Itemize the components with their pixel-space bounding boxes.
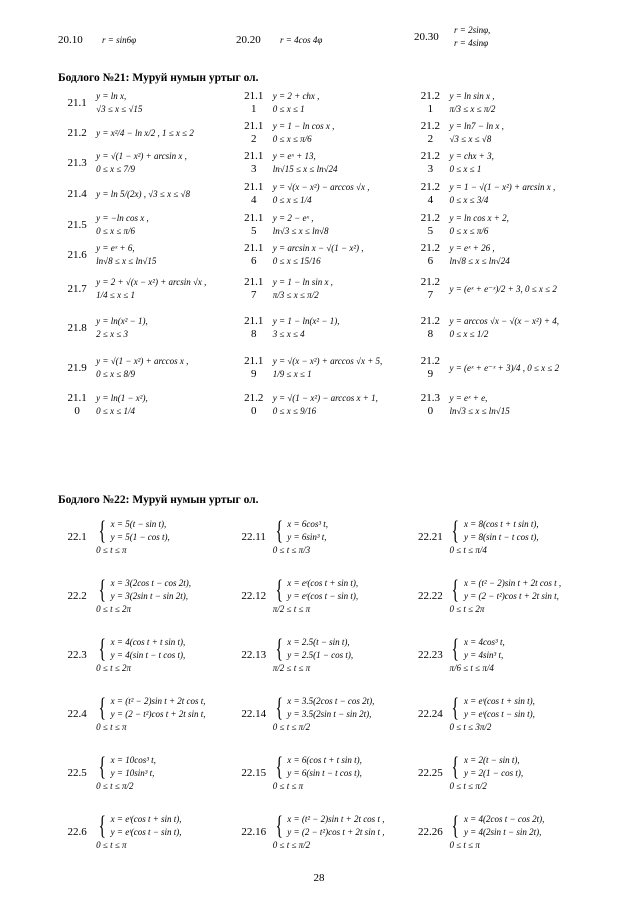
problem-parametric (449, 567, 588, 626)
table-row (58, 210, 588, 240)
problem-formula (273, 88, 412, 118)
problem-number: 21.2 9 (420, 355, 440, 380)
problem-formula-line: y = chx + 3, (449, 151, 494, 161)
problem-number: 21.1 0 (67, 392, 87, 417)
left-brace: { (98, 811, 107, 840)
table-row (58, 685, 588, 744)
system-line: x = (t² − 2)sin t + 2t cos t , (287, 814, 385, 824)
problem-parametric (273, 744, 412, 803)
problem-formula-line: 0 ≤ x ≤ 1/2 (449, 329, 489, 339)
system-line: x = 10cos³ t, (110, 755, 156, 765)
parameter-range: 0 ≤ t ≤ π/2 (272, 840, 311, 850)
problem-number: 21.2 6 (420, 242, 440, 267)
problem-formula (449, 88, 588, 118)
problem-formula-line: y = (eˣ + e⁻ˣ)/2 + 3, 0 ≤ x ≤ 2 (449, 283, 557, 294)
system-line: y = 3(2sin t − sin 2t), (110, 591, 189, 601)
equation-system (449, 636, 588, 662)
section22-heading: Бодлого №22: Муруй нумын уртыг ол. (58, 494, 259, 506)
problem-formula (96, 210, 235, 240)
problem-formula: r = sin6φ (102, 35, 137, 45)
system-line: y = 6(sin t − t cos t), (287, 768, 362, 778)
problem-number: 21.2 0 (244, 392, 264, 417)
parameter-range: 0 ≤ t ≤ π (96, 840, 127, 850)
system-line: y = 10sin³ t, (110, 768, 155, 778)
problem-formula-line: y = ln(1 − x²), (96, 393, 148, 403)
parameter-range: 0 ≤ t ≤ 2π (96, 604, 132, 614)
system-line: x = (t² − 2)sin t + 2t cos t, (110, 696, 206, 706)
equation-system (273, 636, 412, 662)
problem-parametric (96, 626, 235, 685)
problem-number: 21.1 3 (244, 150, 264, 175)
problem-formula-line: y = ln(x² − 1), (96, 316, 148, 326)
table-row (58, 626, 588, 685)
left-brace: { (451, 634, 460, 663)
equation-system (449, 577, 588, 603)
table-row (58, 744, 588, 803)
problem-number: 21.2 7 (420, 276, 440, 301)
problem-number: 21.2 4 (420, 181, 440, 206)
problem-formula-line: y = ln 5/(2x) , √3 ≤ x ≤ √8 (96, 188, 190, 199)
problem-number: 22.1 (67, 531, 87, 543)
problem-number: 22.11 (241, 531, 266, 543)
problem-formula-line: y = √(x − x²) + arccos √x + 5, (272, 356, 383, 366)
problem-formula (273, 388, 412, 422)
problem-number: 21.2 3 (420, 150, 440, 175)
system-lines (287, 695, 374, 721)
system-line: x = 4cos³ t, (463, 637, 505, 647)
system-lines (111, 636, 186, 662)
problem-parametric (449, 744, 588, 803)
problem-parametric (273, 626, 412, 685)
problem-number: 21.4 (67, 187, 87, 200)
left-brace: { (98, 516, 107, 545)
problem-formula-line: y = x²/4 − ln x/2 , 1 ≤ x ≤ 2 (96, 127, 194, 138)
problem-formula (96, 270, 235, 308)
problem-formula-line: √3 ≤ x ≤ √8 (449, 134, 492, 144)
problem-formula (273, 210, 412, 240)
system-line: x = 8(cos t + t sin t), (463, 519, 539, 529)
problem-formula-line: y = √(1 − x²) + arcsin x , (96, 151, 187, 161)
system-lines (464, 518, 539, 544)
problem-parametric (96, 567, 235, 626)
system-line: x = 5(t − sin t), (110, 519, 167, 529)
problem-formula-line: 0 ≤ x ≤ π/6 (96, 226, 136, 236)
equation-system (273, 813, 412, 839)
problem-formula-line: r = 4sinφ (454, 38, 489, 48)
system-lines (287, 577, 358, 603)
problem-formula-line: y = ln x, (96, 91, 127, 101)
table-row (58, 118, 588, 148)
problem-number: 21.1 2 (244, 120, 264, 145)
problem-formula-line: y = ln7 − ln x , (449, 121, 504, 131)
equation-system (449, 754, 588, 780)
problem-number: 21.7 (67, 282, 87, 295)
equation-system (96, 695, 235, 721)
left-brace: { (275, 752, 283, 781)
problem-parametric (273, 803, 412, 862)
problem-parametric (273, 567, 412, 626)
problem-formula-line: 0 ≤ x ≤ 3/4 (449, 195, 489, 205)
problem-number: 22.15 (241, 767, 267, 779)
section22-table (58, 508, 588, 862)
problem-formula-line: π/3 ≤ x ≤ π/2 (272, 290, 319, 300)
problem-number: 20.10 (58, 34, 83, 46)
problem-number: 22.6 (67, 826, 87, 838)
problem-formula-line: y = arcsin x − √(1 − x²) , (272, 243, 364, 253)
equation-system (96, 636, 235, 662)
problem-number: 21.2 (67, 126, 87, 139)
system-lines (287, 754, 362, 780)
left-brace: { (98, 634, 107, 663)
equation-system (96, 754, 235, 780)
problem-formula-line: 0 ≤ x ≤ π/6 (272, 134, 312, 144)
parameter-range: 0 ≤ t ≤ π/4 (449, 545, 487, 555)
problem-formula-line: y = 1 − ln sin x , (272, 277, 333, 287)
table-row (58, 508, 588, 567)
problem-formula-line: 0 ≤ x ≤ 1 (272, 104, 305, 114)
system-line: x = 2.5(t − sin t), (287, 637, 350, 647)
problem-number: 22.3 (67, 649, 87, 661)
problem-number: 22.12 (241, 590, 267, 602)
parameter-range: 0 ≤ t ≤ π (272, 781, 304, 791)
problem-number: 21.1 8 (244, 315, 264, 340)
parameter-range: 0 ≤ t ≤ π/2 (449, 781, 487, 791)
table-row (58, 88, 588, 118)
problem-number: 20.30 (414, 31, 439, 43)
system-line: x = eᵗ(cos t + sin t), (463, 696, 535, 706)
equation-system (273, 754, 412, 780)
parameter-range: 0 ≤ t ≤ π (96, 722, 127, 732)
problem-formula-line: 0 ≤ x ≤ 7/9 (96, 164, 136, 174)
problem-formula-line: y = eˣ + 6, (96, 243, 135, 253)
problem-number: 21.5 (67, 218, 87, 231)
problem-number: 21.1 1 (244, 90, 264, 115)
left-brace: { (275, 575, 283, 604)
parameter-range: 0 ≤ t ≤ π (449, 840, 480, 850)
system-line: y = 2(1 − cos t), (463, 768, 524, 778)
problem-number: 21.2 8 (420, 315, 440, 340)
problem-parametric (273, 685, 412, 744)
left-brace: { (451, 693, 460, 722)
problem-formula-line: y = 2 + chx , (272, 91, 320, 101)
problem-formula-line: 0 ≤ x ≤ 9/16 (272, 406, 317, 416)
left-brace: { (451, 752, 460, 781)
problem-formula-line: y = eˣ + 26 , (449, 243, 495, 253)
problem-number: 21.8 (67, 321, 87, 334)
parameter-range: π/2 ≤ t ≤ π (272, 604, 311, 614)
system-line: x = 4(2cos t − cos 2t), (463, 814, 545, 824)
problem-number: 21.6 (67, 248, 87, 261)
system-lines (464, 636, 505, 662)
problem-formula-line: √3 ≤ x ≤ √15 (96, 104, 143, 114)
left-brace: { (275, 811, 283, 840)
system-line: y = 3.5(2sin t − sin 2t), (287, 709, 372, 719)
left-brace: { (98, 575, 107, 604)
problem-number: 21.1 4 (244, 181, 264, 206)
problem-formula-line: y = √(1 − x²) − arccos x + 1, (272, 393, 378, 403)
left-brace: { (98, 752, 107, 781)
problem-formula-line: ln√3 ≤ x ≤ ln√15 (449, 406, 510, 416)
table-row (58, 240, 588, 270)
equation-system (449, 813, 588, 839)
problem-number: 22.22 (418, 590, 443, 602)
problem-parametric (449, 626, 588, 685)
problem-number: 22.24 (418, 708, 443, 720)
problem-number: 21.1 5 (244, 212, 264, 237)
problem-number: 21.3 (67, 156, 87, 169)
problem-number: 22.16 (241, 826, 267, 838)
problem-formula-line: 2 ≤ x ≤ 3 (96, 329, 129, 339)
system-line: y = 4(2sin t − sin 2t), (463, 827, 542, 837)
system-line: y = 2.5(1 − cos t), (287, 650, 354, 660)
equation-system (96, 577, 235, 603)
system-line: y = (2 − t²)cos t + 2t sin t , (287, 827, 385, 837)
parameter-range: 0 ≤ t ≤ 3π/2 (449, 722, 492, 732)
problem-parametric (96, 744, 235, 803)
problem-formula (96, 348, 235, 388)
system-line: y = (2 − t²)cos t + 2t sin t, (110, 709, 206, 719)
table-row (58, 308, 588, 348)
system-lines (111, 754, 156, 780)
equation-system (449, 518, 588, 544)
problem-number: 20.20 (236, 34, 261, 46)
system-line: y = 8(sin t − t cos t), (463, 532, 539, 542)
system-lines (111, 695, 206, 721)
problem-formula (96, 388, 235, 422)
problem-number: 22.13 (241, 649, 267, 661)
left-brace: { (275, 693, 283, 722)
problem-formula (449, 270, 588, 308)
problem-formula (449, 148, 588, 178)
problem-formula-line: y = 1 − √(1 − x²) + arcsin x , (449, 182, 556, 192)
system-line: x = eᵗ(cos t + sin t), (110, 814, 182, 824)
problem-number: 21.1 (67, 96, 87, 109)
problem-number: 21.1 7 (244, 276, 264, 301)
system-line: x = 3(2cos t − cos 2t), (110, 578, 192, 588)
system-line: x = 6(cos t + t sin t), (287, 755, 362, 765)
section21-heading: Бодлого №21: Муруй нумын уртыг ол. (58, 72, 259, 84)
problem-formula (449, 210, 588, 240)
parameter-range: 0 ≤ t ≤ π/3 (272, 545, 311, 555)
problem-number: 22.4 (67, 708, 87, 720)
problem-formula (449, 348, 588, 388)
problem-parametric (96, 685, 235, 744)
system-line: y = 6sin³ t, (287, 532, 327, 542)
table-row (58, 388, 588, 422)
problem-formula (96, 240, 235, 270)
problem-parametric (96, 803, 235, 862)
system-lines (464, 813, 544, 839)
table-row (58, 270, 588, 308)
problem-formula-line: ln√3 ≤ x ≤ ln√8 (272, 226, 329, 236)
problem-formula-line: y = 2 − eˣ , (272, 213, 314, 223)
left-brace: { (451, 575, 460, 604)
problem-formula (96, 88, 235, 118)
left-brace: { (275, 634, 283, 663)
problem-formula-line: y = √(x − x²) − arccos √x , (272, 182, 370, 192)
problem-formula (273, 178, 412, 210)
problem-number: 22.5 (67, 767, 87, 779)
problem-formula-line: ln√8 ≤ x ≤ ln√24 (449, 256, 510, 266)
problem-formula-line: y = 2 + √(x − x²) + arcsin √x , (96, 277, 207, 287)
system-line: x = 3.5(2cos t − cos 2t), (287, 696, 375, 706)
problem-number: 21.2 1 (420, 90, 440, 115)
system-lines (464, 577, 561, 603)
system-lines (111, 577, 191, 603)
problem-formula-line: 0 ≤ x ≤ π/6 (449, 226, 489, 236)
problem-number: 22.26 (418, 826, 443, 838)
system-line: y = 4(sin t − t cos t), (110, 650, 186, 660)
problem-formula-line: y = ln cos x + 2, (449, 213, 509, 223)
system-line: y = 5(1 − cos t), (110, 532, 170, 542)
problem-formula-line: y = (eˣ + e⁻ˣ + 3)/4 , 0 ≤ x ≤ 2 (449, 362, 560, 373)
problem-20-20 (236, 30, 322, 48)
problem-formula-line: y = ln sin x , (449, 91, 495, 101)
problem-formula-line: 3 ≤ x ≤ 4 (272, 329, 305, 339)
problem-formula (96, 118, 235, 148)
problem-formula-line: 0 ≤ x ≤ 1/4 (96, 406, 136, 416)
problem-formula-line: ln√8 ≤ x ≤ ln√15 (96, 256, 157, 266)
system-lines (111, 518, 170, 544)
problem-formula (449, 178, 588, 210)
table-row (58, 567, 588, 626)
problem-formula (96, 148, 235, 178)
problem-formula-line: 0 ≤ x ≤ 1 (449, 164, 482, 174)
system-line: y = eᵗ(cos t − sin t), (287, 591, 359, 601)
problem-parametric (96, 508, 235, 567)
problem-formula-line: y = −ln cos x , (96, 213, 149, 223)
system-lines (111, 813, 182, 839)
problem-formula-line: 1/9 ≤ x ≤ 1 (272, 369, 312, 379)
problem-formula-line: 1/4 ≤ x ≤ 1 (96, 290, 136, 300)
page-number: 28 (313, 872, 325, 884)
left-brace: { (98, 693, 107, 722)
problem-number: 21.2 5 (420, 212, 440, 237)
parameter-range: 0 ≤ t ≤ 2π (96, 663, 132, 673)
parameter-range: π/2 ≤ t ≤ π (272, 663, 311, 673)
problem-formula-line: 0 ≤ x ≤ 8/9 (96, 369, 136, 379)
system-lines (464, 754, 523, 780)
problem-parametric (449, 803, 588, 862)
system-line: x = (t² − 2)sin t + 2t cos t , (463, 578, 562, 588)
table-row (58, 148, 588, 178)
problem-formula-line: y = 1 − ln cos x , (272, 121, 335, 131)
problem-formula (449, 388, 588, 422)
system-line: y = eᵗ(cos t − sin t), (463, 709, 535, 719)
problem-20-10 (58, 30, 136, 48)
problem-number: 22.2 (67, 590, 87, 602)
problem-formula-line: π/3 ≤ x ≤ π/2 (449, 104, 496, 114)
table-row (58, 803, 588, 862)
problem-number: 21.1 6 (244, 242, 264, 267)
system-lines (464, 695, 535, 721)
problem-number: 22.25 (418, 767, 443, 779)
problem-formula-line: y = eˣ + e, (449, 393, 488, 403)
parameter-range: 0 ≤ t ≤ π/2 (272, 722, 311, 732)
problem-20-30 (414, 24, 490, 50)
table-row (58, 178, 588, 210)
problem-formula (96, 178, 235, 210)
system-lines (287, 636, 353, 662)
system-line: x = 4(cos t + t sin t), (110, 637, 186, 647)
system-line: x = eᵗ(cos t + sin t), (287, 578, 359, 588)
problem-formula (449, 118, 588, 148)
table-row (58, 348, 588, 388)
problem-formula (273, 308, 412, 348)
problem-number: 21.1 9 (244, 355, 264, 380)
problem-formula (273, 348, 412, 388)
equation-system (96, 518, 235, 544)
parameter-range: π/6 ≤ t ≤ π/4 (449, 663, 494, 673)
problem-formula-line: y = √(1 − x²) + arccos x , (96, 356, 189, 366)
problem-formula: r = 4cos 4φ (280, 35, 323, 45)
parameter-range: 0 ≤ t ≤ π (96, 545, 127, 555)
system-line: y = (2 − t²)cos t + 2t sin t, (463, 591, 559, 601)
problem-formula (449, 308, 588, 348)
problem-number: 21.3 0 (420, 392, 440, 417)
problem-formula-line: y = eˣ + 13, (272, 151, 316, 161)
left-brace: { (451, 516, 460, 545)
problem-formula (273, 270, 412, 308)
equation-system (273, 577, 412, 603)
parameter-range: 0 ≤ t ≤ π/2 (96, 781, 134, 791)
problem-parametric (273, 508, 412, 567)
problem-number: 21.2 2 (420, 120, 440, 145)
equation-system (96, 813, 235, 839)
problem-number: 21.9 (67, 361, 87, 374)
problem-formula (273, 240, 412, 270)
system-line: y = eᵗ(cos t − sin t), (110, 827, 182, 837)
problem-parametric (449, 685, 588, 744)
problem-formula (273, 118, 412, 148)
problem-formula-line: r = 2sinφ, (454, 25, 491, 35)
problem-formula-line: y = 1 − ln(x² − 1), (272, 316, 340, 326)
system-lines (287, 518, 328, 544)
problem-formula-line: y = arccos √x − √(x − x²) + 4, (449, 316, 559, 326)
equation-system (273, 695, 412, 721)
problem-formula-line: 0 ≤ x ≤ 1/4 (272, 195, 312, 205)
problem-formula (273, 148, 412, 178)
problem-number: 22.23 (418, 649, 443, 661)
section21-table (58, 88, 588, 422)
system-lines (287, 813, 384, 839)
system-line: x = 2(t − sin t), (463, 755, 520, 765)
problem-formula (96, 308, 235, 348)
equation-system (449, 695, 588, 721)
system-line: x = 6cos³ t, (287, 519, 329, 529)
equation-system (273, 518, 412, 544)
left-brace: { (275, 516, 283, 545)
system-line: y = 4sin³ t, (463, 650, 504, 660)
problem-formula (449, 240, 588, 270)
parameter-range: 0 ≤ t ≤ 2π (449, 604, 485, 614)
problem-number: 22.14 (241, 708, 267, 720)
problem-formula-line: ln√15 ≤ x ≤ ln√24 (272, 164, 338, 174)
problem-number: 22.21 (418, 531, 443, 543)
problem-parametric (449, 508, 588, 567)
left-brace: { (451, 811, 460, 840)
problem-formula-line: 0 ≤ x ≤ 15/16 (272, 256, 321, 266)
